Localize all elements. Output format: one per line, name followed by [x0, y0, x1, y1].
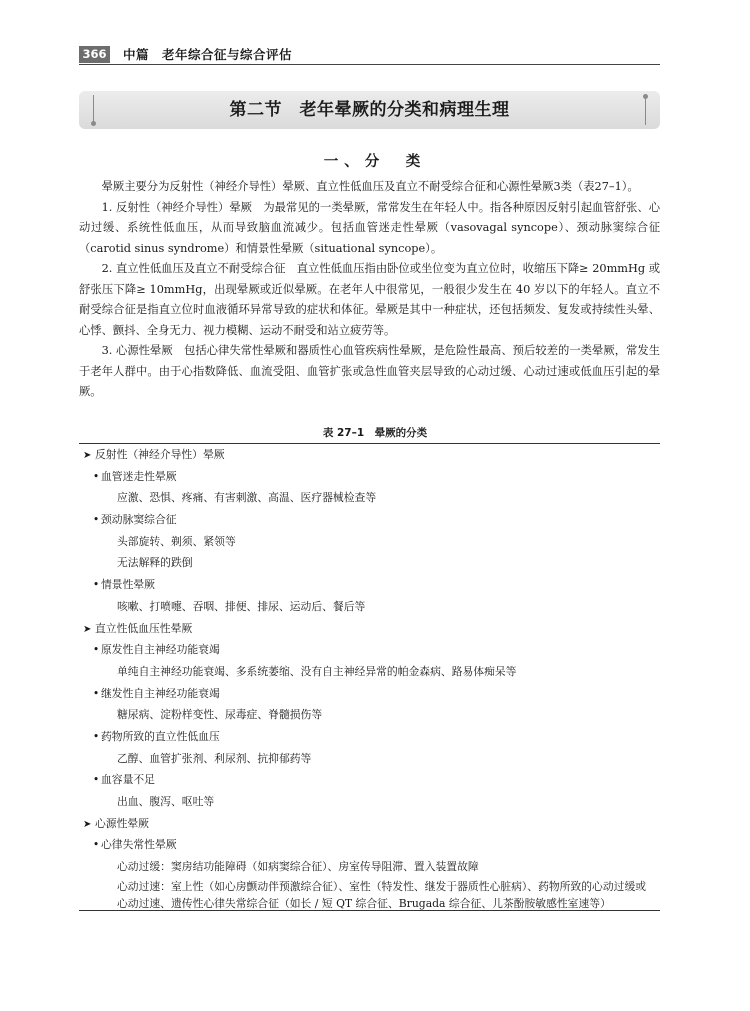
- paragraph-lead: 3. 心源性晕厥: [101, 344, 173, 357]
- table-cell-text: 原发性自主神经功能衰竭: [101, 643, 220, 657]
- table-cell-text: 心律失常性晕厥: [101, 838, 177, 852]
- running-header: [79, 46, 660, 64]
- paragraph-text: 为最常见的一类晕厥，常常发生在年轻人中。指各种原因反射引起血管舒张、心动过缓、系统性低血压，从而导致脑血流减少。包括血管迷走性晕厥（vasovagal syncope）、颈动脉窦综合征（carotid sinus syndrome）和情景性晕厥（situational syncope）。: [79, 200, 660, 255]
- table-cell-text: 头部旋转、剃须、紧领等: [117, 534, 236, 548]
- table-cell-text: 出血、腹泻、呕吐等: [117, 795, 215, 808]
- table-cell-text: 咳嗽、打喷嚏、吞咽、排便、排尿、运动后、餐后等: [117, 599, 366, 613]
- table-cell-text: 单纯自主神经功能衰竭、多系统萎缩、没有自主神经异常的帕金森病、路易体痴呆等: [117, 664, 517, 678]
- table-subcategory-row: [79, 726, 660, 748]
- dot-bullet-icon: •: [92, 773, 100, 787]
- dot-bullet-icon: •: [92, 643, 100, 657]
- table-detail-row: [79, 487, 660, 509]
- dot-bullet-icon: •: [92, 838, 100, 852]
- table-detail-row: [79, 878, 660, 895]
- paragraph-text: 直立性低血压指由卧位或坐位变为直立位时，收缩压下降≥ 20mmHg 或舒张压下降≥ 10mmHg，出现晕厥或近似晕厥。在老年人中很常见，一般很少发生在 40 岁以下的年轻人。直立不耐受综合征是指直立位时血液循环异常导致的症状和体征。晕厥是其中一种症状，还包括频发、复发或持续性头晕、心悸、颤抖、全身无力、视力模糊、运动不耐受和站立疲劳等。: [79, 262, 660, 337]
- table-subcategory-row: [79, 639, 660, 661]
- table-category-row: [79, 618, 660, 640]
- table-bottom-rule: [79, 910, 660, 911]
- syncope-classification-table: [79, 444, 660, 912]
- table-subcategory-row: [79, 466, 660, 488]
- paragraph-orthostatic: [79, 259, 660, 341]
- table-detail-row: [79, 856, 660, 878]
- paragraph-reflex-syncope: [79, 198, 660, 260]
- table-subcategory-row: [79, 834, 660, 856]
- table-cell-text: 无法解释的跌倒: [117, 556, 193, 570]
- dot-bullet-icon: •: [92, 513, 100, 527]
- section-banner: [79, 91, 660, 129]
- table-detail-row: [79, 531, 660, 553]
- table-caption: 表 27–1 晕厥的分类: [322, 427, 428, 439]
- subsection-heading: 一、分 类: [323, 154, 427, 170]
- table-category-row: [79, 813, 660, 835]
- arrow-bullet-icon: ➤: [83, 623, 92, 635]
- table-detail-row: [79, 552, 660, 574]
- table-cell-text: 心源性晕厥: [95, 816, 149, 830]
- arrow-bullet-icon: ➤: [83, 818, 92, 830]
- table-subcategory-row: [79, 574, 660, 596]
- table-subcategory-row: [79, 509, 660, 531]
- dot-bullet-icon: •: [92, 469, 100, 483]
- table-subcategory-row: [79, 769, 660, 791]
- page-number: 366: [79, 46, 110, 63]
- table-cell-text: 应激、恐惧、疼痛、有害刺激、高温、医疗器械检查等: [117, 491, 377, 505]
- table-detail-row: [79, 661, 660, 683]
- table-cell-text: 反射性（神经介导性）晕厥: [95, 448, 225, 461]
- paragraph-lead: 2. 直立性低血压及直立不耐受综合征: [101, 262, 286, 275]
- table-cell-text: 药物所致的直立性低血压: [101, 729, 220, 743]
- table-cell-text: 心动过速：室上性（如心房颤动伴预激综合征）、室性（特发性、继发于器质性心脏病）、药物所致的心动过缓或: [117, 879, 647, 893]
- paragraph-text: 包括心律失常性晕厥和器质性心血管疾病性晕厥，是危险性最高、预后较差的一类晕厥，常发生于老年人群中。由于心指数降低、血流受阻、血管扩张或急性血管夹层导致的心动过缓、心动过速或低血压引起的晕厥。: [79, 344, 660, 398]
- paragraph-intro: 晕厥主要分为反射性（神经介导性）晕厥、直立性低血压及直立不耐受综合征和心源性晕厥3类（表27–1）。: [101, 180, 639, 193]
- dot-bullet-icon: •: [92, 578, 100, 592]
- table-cell-text: 血容量不足: [101, 773, 155, 787]
- table-cell-text: 直立性低血压性晕厥: [95, 621, 193, 635]
- paragraph-lead: 1. 反射性（神经介导性）晕厥: [101, 200, 253, 214]
- table-cell-text: 血管迷走性晕厥: [101, 469, 177, 483]
- table-detail-row: [79, 791, 660, 813]
- table-detail-row: [79, 596, 660, 618]
- body-text: [79, 177, 660, 403]
- table-detail-row: [79, 748, 660, 770]
- header-rule: [79, 64, 660, 65]
- table-cell-text: 情景性晕厥: [101, 578, 155, 592]
- table-cell-text: 糖尿病、淀粉样变性、尿毒症、脊髓损伤等: [117, 708, 323, 722]
- arrow-bullet-icon: ➤: [83, 450, 92, 461]
- table-subcategory-row: [79, 683, 660, 705]
- table-category-row: [79, 444, 660, 466]
- dot-bullet-icon: •: [92, 729, 100, 743]
- table-detail-row: [79, 704, 660, 726]
- table-cell-text: 继发性自主神经功能衰竭: [101, 686, 220, 700]
- section-title: 第二节 老年晕厥的分类和病理生理: [229, 100, 510, 120]
- paragraph-cardiac: [79, 341, 660, 403]
- table-cell-text: 乙醇、血管扩张剂、利尿剂、抗抑郁药等: [117, 751, 312, 765]
- table-cell-text: 心动过缓：窦房结功能障碍（如病窦综合征）、房室传导阻滞、置入装置故障: [117, 860, 479, 874]
- running-header-title: 中篇 老年综合征与综合评估: [123, 47, 293, 62]
- table-cell-text: 颈动脉窦综合征: [101, 513, 177, 527]
- dot-bullet-icon: •: [92, 686, 100, 700]
- table-cell-text: 心动过速、遗传性心律失常综合征（如长 / 短 QT 综合征、Brugada 综合征、儿茶酚胺敏感性室速等）: [117, 896, 611, 910]
